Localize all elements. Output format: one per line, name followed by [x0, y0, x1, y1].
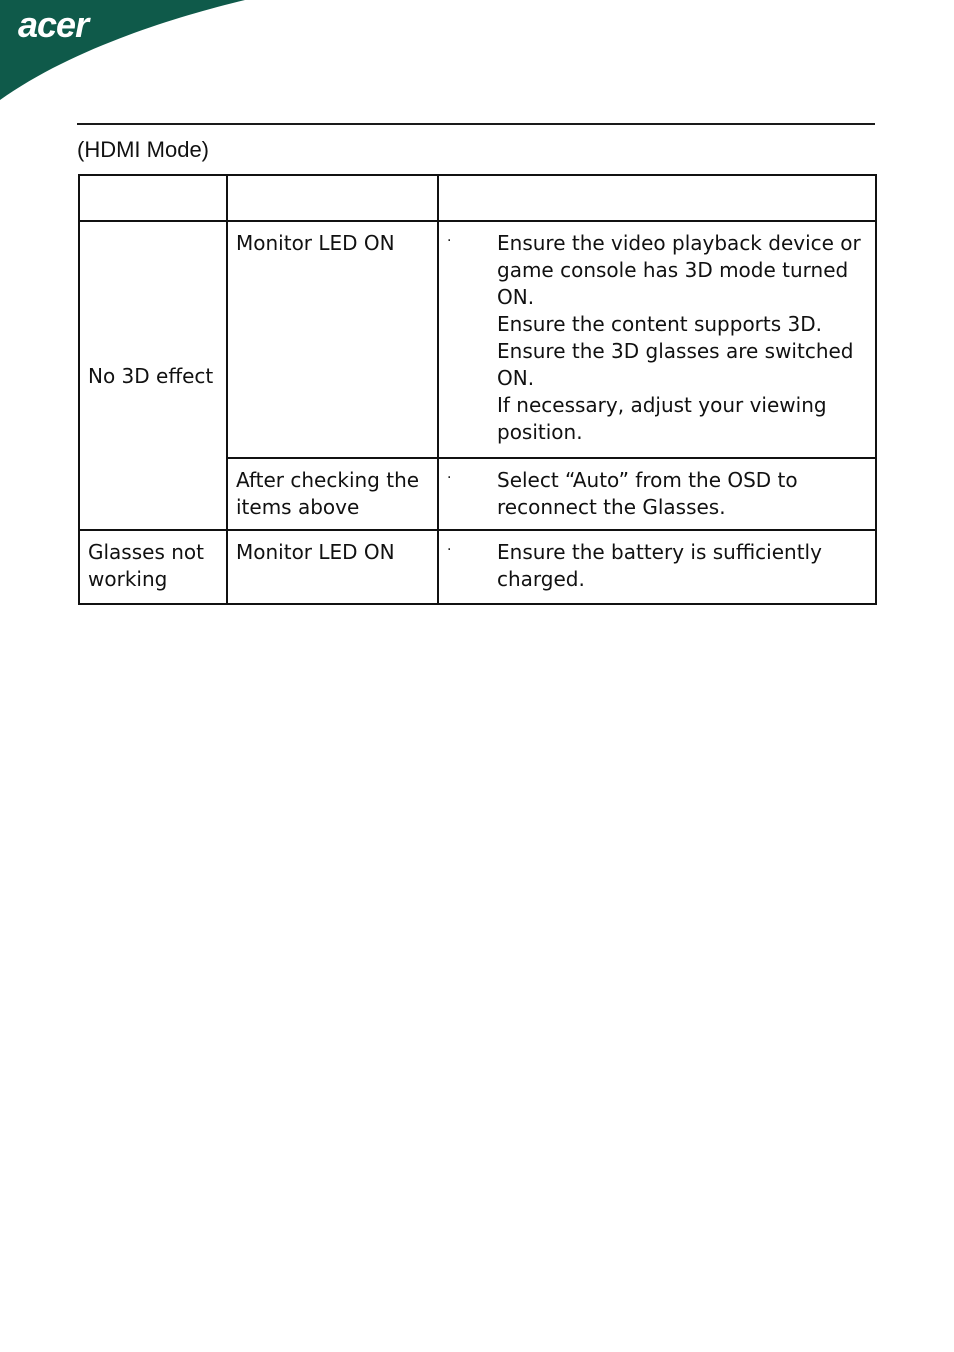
- table-header-row: [79, 175, 876, 221]
- problem-cell: No 3D effect: [79, 221, 227, 530]
- troubleshooting-table: [78, 174, 877, 605]
- bullet-icon: ·: [447, 233, 452, 249]
- table-row: [79, 221, 876, 458]
- section-mode-label: (HDMI Mode): [77, 137, 210, 162]
- remedy-line: Ensure the content supports 3D.: [497, 312, 823, 336]
- bullet-icon: ·: [447, 470, 452, 486]
- bullet-icon: ·: [447, 542, 452, 558]
- remedy-line: Ensure the video playback device or game console has 3D mode turned ON.: [497, 231, 861, 309]
- remedy-line: Ensure the 3D glasses are switched ON.: [497, 339, 854, 390]
- header-rule: [77, 123, 875, 125]
- header-cell-condition: [227, 175, 438, 221]
- remedy-line: Ensure the battery is sufficiently charged.: [497, 540, 822, 591]
- condition-cell: Monitor LED ON: [227, 530, 438, 604]
- condition-cell: After checking the items above: [227, 458, 438, 530]
- header-cell-remedy: [438, 175, 876, 221]
- problem-cell: Glasses not working: [79, 530, 227, 604]
- remedy-cell: [438, 221, 876, 458]
- remedy-line: If necessary, adjust your viewing position.: [497, 393, 827, 444]
- table-row: [79, 530, 876, 604]
- remedy-cell: [438, 458, 876, 530]
- acer-logo: acer: [18, 4, 89, 45]
- remedy-line: Select “Auto” from the OSD to reconnect the Glasses.: [497, 468, 798, 519]
- condition-cell: Monitor LED ON: [227, 221, 438, 458]
- remedy-cell: [438, 530, 876, 604]
- header-cell-problem: [79, 175, 227, 221]
